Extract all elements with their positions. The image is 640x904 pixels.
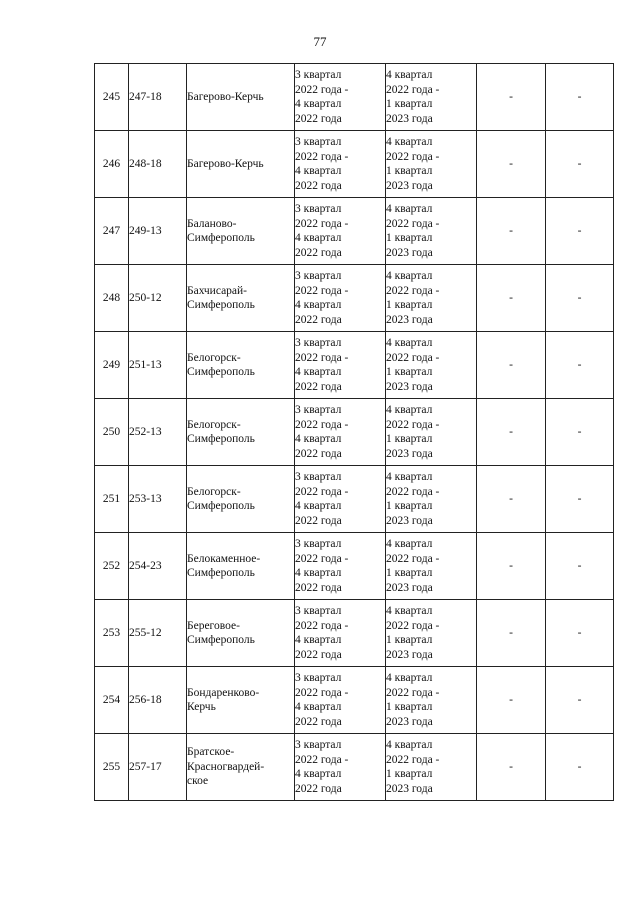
end-period-cell-line: 4 квартал <box>386 270 433 282</box>
start-period-cell-line: 3 квартал <box>295 538 342 550</box>
route-code-cell: 257-17 <box>129 734 187 801</box>
start-period-cell-line: 2022 года - <box>295 284 349 297</box>
end-period-cell-line: 2023 года <box>386 380 433 393</box>
start-period-cell-line: 4 квартал <box>295 701 342 713</box>
route-name-cell <box>187 466 295 533</box>
end-period-cell-line: 1 квартал <box>386 98 433 110</box>
dash-cell: - <box>546 198 614 265</box>
start-period-cell-line: 2022 года - <box>295 485 349 498</box>
dash-cell: - <box>546 466 614 533</box>
end-period-cell-line: 1 квартал <box>386 567 433 579</box>
row-number-cell: 245 <box>95 64 129 131</box>
end-period-cell-line: 2023 года <box>386 313 433 326</box>
table-row <box>95 600 614 667</box>
start-period-cell-line: 3 квартал <box>295 270 342 282</box>
start-period-cell-line: 3 квартал <box>295 672 342 684</box>
end-period-cell <box>386 198 477 265</box>
start-period-cell-line: 2022 года - <box>295 83 349 96</box>
route-name-cell-line: Керчь <box>187 701 216 713</box>
start-period-cell <box>295 533 386 600</box>
end-period-cell <box>386 265 477 332</box>
start-period-cell <box>295 265 386 332</box>
table-row <box>95 667 614 734</box>
end-period-cell-line: 2023 года <box>386 447 433 460</box>
row-number-cell: 253 <box>95 600 129 667</box>
dash-cell: - <box>477 667 546 734</box>
start-period-cell-line: 2022 года <box>295 514 342 527</box>
start-period-cell-line: 2022 года - <box>295 753 349 766</box>
end-period-cell-line: 2022 года - <box>386 418 440 431</box>
route-code-cell: 253-13 <box>129 466 187 533</box>
end-period-cell-line: 4 квартал <box>386 538 433 550</box>
start-period-cell-line: 2022 года <box>295 313 342 326</box>
end-period-cell-line: 2023 года <box>386 179 433 192</box>
end-period-cell-line: 2023 года <box>386 715 433 728</box>
start-period-cell-line: 2022 года <box>295 112 342 125</box>
route-name-cell <box>187 667 295 734</box>
end-period-cell-line: 1 квартал <box>386 165 433 177</box>
start-period-cell <box>295 734 386 801</box>
end-period-cell-line: 1 квартал <box>386 366 433 378</box>
route-name-cell-line: Симферополь <box>187 433 255 445</box>
route-name-cell-line: Бахчисарай- <box>187 284 248 297</box>
route-code-cell: 256-18 <box>129 667 187 734</box>
route-name-cell-line: Симферополь <box>187 232 255 244</box>
end-period-cell-line: 1 квартал <box>386 768 433 780</box>
route-name-cell-line: Братское- <box>187 746 235 759</box>
start-period-cell <box>295 131 386 198</box>
dash-cell: - <box>477 466 546 533</box>
dash-cell: - <box>477 332 546 399</box>
dash-cell: - <box>477 131 546 198</box>
route-code-cell: 251-13 <box>129 332 187 399</box>
dash-cell: - <box>546 332 614 399</box>
dash-cell: - <box>546 600 614 667</box>
start-period-cell <box>295 198 386 265</box>
end-period-cell-line: 2023 года <box>386 246 433 259</box>
start-period-cell-line: 3 квартал <box>295 69 342 81</box>
row-number-cell: 247 <box>95 198 129 265</box>
route-name-cell <box>187 265 295 332</box>
end-period-cell <box>386 533 477 600</box>
end-period-cell-line: 4 квартал <box>386 136 433 148</box>
row-number-cell: 246 <box>95 131 129 198</box>
start-period-cell <box>295 332 386 399</box>
row-number-cell: 249 <box>95 332 129 399</box>
start-period-cell-line: 2022 года - <box>295 217 349 230</box>
page-number: 77 <box>313 34 327 49</box>
table-row <box>95 131 614 198</box>
start-period-cell-line: 3 квартал <box>295 739 342 751</box>
end-period-cell <box>386 131 477 198</box>
start-period-cell-line: 2022 года - <box>295 686 349 699</box>
start-period-cell-line: 4 квартал <box>295 165 342 177</box>
start-period-cell-line: 3 квартал <box>295 337 342 349</box>
start-period-cell-line: 2022 года <box>295 246 342 259</box>
start-period-cell-line: 2022 года - <box>295 351 349 364</box>
end-period-cell-line: 1 квартал <box>386 433 433 445</box>
start-period-cell-line: 3 квартал <box>295 605 342 617</box>
route-name-cell <box>187 64 295 131</box>
route-name-cell-line: Красногвардей- <box>187 760 265 773</box>
route-name-cell-line: Белогорск- <box>187 485 241 498</box>
end-period-cell-line: 1 квартал <box>386 299 433 311</box>
table-row <box>95 734 614 801</box>
route-name-cell-line: Симферополь <box>187 299 255 311</box>
start-period-cell-line: 4 квартал <box>295 299 342 311</box>
end-period-cell-line: 2022 года - <box>386 284 440 297</box>
end-period-cell <box>386 332 477 399</box>
dash-cell: - <box>477 399 546 466</box>
dash-cell: - <box>546 533 614 600</box>
end-period-cell-line: 4 квартал <box>386 471 433 483</box>
end-period-cell-line: 4 квартал <box>386 203 433 215</box>
end-period-cell-line: 4 квартал <box>386 739 433 751</box>
start-period-cell <box>295 399 386 466</box>
end-period-cell-line: 2023 года <box>386 581 433 594</box>
route-name-cell-line: Белокаменное- <box>187 552 261 565</box>
end-period-cell-line: 4 квартал <box>386 404 433 416</box>
route-name-cell <box>187 131 295 198</box>
row-number-cell: 251 <box>95 466 129 533</box>
start-period-cell-line: 4 квартал <box>295 567 342 579</box>
end-period-cell-line: 2022 года - <box>386 753 440 766</box>
start-period-cell-line: 4 квартал <box>295 366 342 378</box>
start-period-cell-line: 4 квартал <box>295 634 342 646</box>
dash-cell: - <box>477 533 546 600</box>
start-period-cell-line: 2022 года <box>295 380 342 393</box>
dash-cell: - <box>477 64 546 131</box>
route-code-cell: 249-13 <box>129 198 187 265</box>
end-period-cell <box>386 399 477 466</box>
route-name-cell-line: Белогорск- <box>187 418 241 431</box>
route-name-cell-line: Симферополь <box>187 634 255 646</box>
end-period-cell-line: 2022 года - <box>386 150 440 163</box>
route-name-cell-line: Багерово-Керчь <box>187 157 264 170</box>
route-code-cell: 247-18 <box>129 64 187 131</box>
dash-cell: - <box>546 667 614 734</box>
start-period-cell-line: 2022 года <box>295 648 342 661</box>
end-period-cell <box>386 667 477 734</box>
end-period-cell-line: 1 квартал <box>386 500 433 512</box>
dash-cell: - <box>477 198 546 265</box>
end-period-cell-line: 2023 года <box>386 514 433 527</box>
dash-cell: - <box>546 734 614 801</box>
end-period-cell-line: 2022 года - <box>386 217 440 230</box>
route-name-cell <box>187 332 295 399</box>
route-name-cell-line: Багерово-Керчь <box>187 90 264 103</box>
dash-cell: - <box>546 399 614 466</box>
row-number-cell: 248 <box>95 265 129 332</box>
route-name-cell-line: Береговое- <box>187 619 240 632</box>
route-name-cell-line: ское <box>187 775 209 788</box>
start-period-cell-line: 2022 года <box>295 715 342 728</box>
table-row <box>95 466 614 533</box>
start-period-cell-line: 3 квартал <box>295 203 342 215</box>
table-row <box>95 265 614 332</box>
end-period-cell-line: 2022 года - <box>386 485 440 498</box>
route-name-cell <box>187 734 295 801</box>
route-name-cell <box>187 399 295 466</box>
end-period-cell <box>386 600 477 667</box>
route-code-cell: 252-13 <box>129 399 187 466</box>
start-period-cell <box>295 466 386 533</box>
route-name-cell <box>187 198 295 265</box>
start-period-cell <box>295 64 386 131</box>
start-period-cell-line: 2022 года <box>295 581 342 594</box>
dash-cell: - <box>546 131 614 198</box>
route-name-cell-line: Баланово- <box>187 217 237 230</box>
dash-cell: - <box>546 64 614 131</box>
start-period-cell-line: 2022 года <box>295 447 342 460</box>
end-period-cell-line: 1 квартал <box>386 634 433 646</box>
dash-cell: - <box>477 734 546 801</box>
end-period-cell-line: 2022 года - <box>386 619 440 632</box>
end-period-cell-line: 4 квартал <box>386 337 433 349</box>
end-period-cell <box>386 64 477 131</box>
end-period-cell-line: 2023 года <box>386 112 433 125</box>
route-code-cell: 254-23 <box>129 533 187 600</box>
start-period-cell-line: 4 квартал <box>295 500 342 512</box>
start-period-cell-line: 3 квартал <box>295 404 342 416</box>
row-number-cell: 252 <box>95 533 129 600</box>
start-period-cell-line: 2022 года - <box>295 418 349 431</box>
start-period-cell-line: 4 квартал <box>295 98 342 110</box>
route-name-cell-line: Белогорск- <box>187 351 241 364</box>
route-name-cell <box>187 600 295 667</box>
route-name-cell-line: Симферополь <box>187 500 255 512</box>
end-period-cell-line: 4 квартал <box>386 69 433 81</box>
end-period-cell-line: 4 квартал <box>386 672 433 684</box>
dash-cell: - <box>546 265 614 332</box>
table-row <box>95 64 614 131</box>
end-period-cell-line: 2022 года - <box>386 351 440 364</box>
end-period-cell-line: 2023 года <box>386 648 433 661</box>
route-code-cell: 248-18 <box>129 131 187 198</box>
end-period-cell-line: 2022 года - <box>386 83 440 96</box>
start-period-cell-line: 2022 года - <box>295 619 349 632</box>
start-period-cell-line: 4 квартал <box>295 433 342 445</box>
route-name-cell-line: Бондаренково- <box>187 686 260 699</box>
row-number-cell: 250 <box>95 399 129 466</box>
table-row <box>95 399 614 466</box>
dash-cell: - <box>477 265 546 332</box>
start-period-cell-line: 4 квартал <box>295 768 342 780</box>
end-period-cell-line: 2022 года - <box>386 686 440 699</box>
routes-table <box>94 63 614 801</box>
row-number-cell: 255 <box>95 734 129 801</box>
table-row <box>95 198 614 265</box>
end-period-cell <box>386 734 477 801</box>
end-period-cell-line: 4 квартал <box>386 605 433 617</box>
end-period-cell-line: 1 квартал <box>386 701 433 713</box>
end-period-cell-line: 2022 года - <box>386 552 440 565</box>
start-period-cell-line: 2022 года <box>295 179 342 192</box>
start-period-cell <box>295 667 386 734</box>
end-period-cell <box>386 466 477 533</box>
start-period-cell <box>295 600 386 667</box>
start-period-cell-line: 3 квартал <box>295 471 342 483</box>
start-period-cell-line: 2022 года - <box>295 150 349 163</box>
row-number-cell: 254 <box>95 667 129 734</box>
start-period-cell-line: 3 квартал <box>295 136 342 148</box>
table-row <box>95 332 614 399</box>
route-code-cell: 250-12 <box>129 265 187 332</box>
start-period-cell-line: 4 квартал <box>295 232 342 244</box>
end-period-cell-line: 1 квартал <box>386 232 433 244</box>
route-name-cell <box>187 533 295 600</box>
dash-cell: - <box>477 600 546 667</box>
route-name-cell-line: Симферополь <box>187 567 255 579</box>
table-row <box>95 533 614 600</box>
end-period-cell-line: 2023 года <box>386 782 433 795</box>
start-period-cell-line: 2022 года <box>295 782 342 795</box>
start-period-cell-line: 2022 года - <box>295 552 349 565</box>
route-code-cell: 255-12 <box>129 600 187 667</box>
route-name-cell-line: Симферополь <box>187 366 255 378</box>
